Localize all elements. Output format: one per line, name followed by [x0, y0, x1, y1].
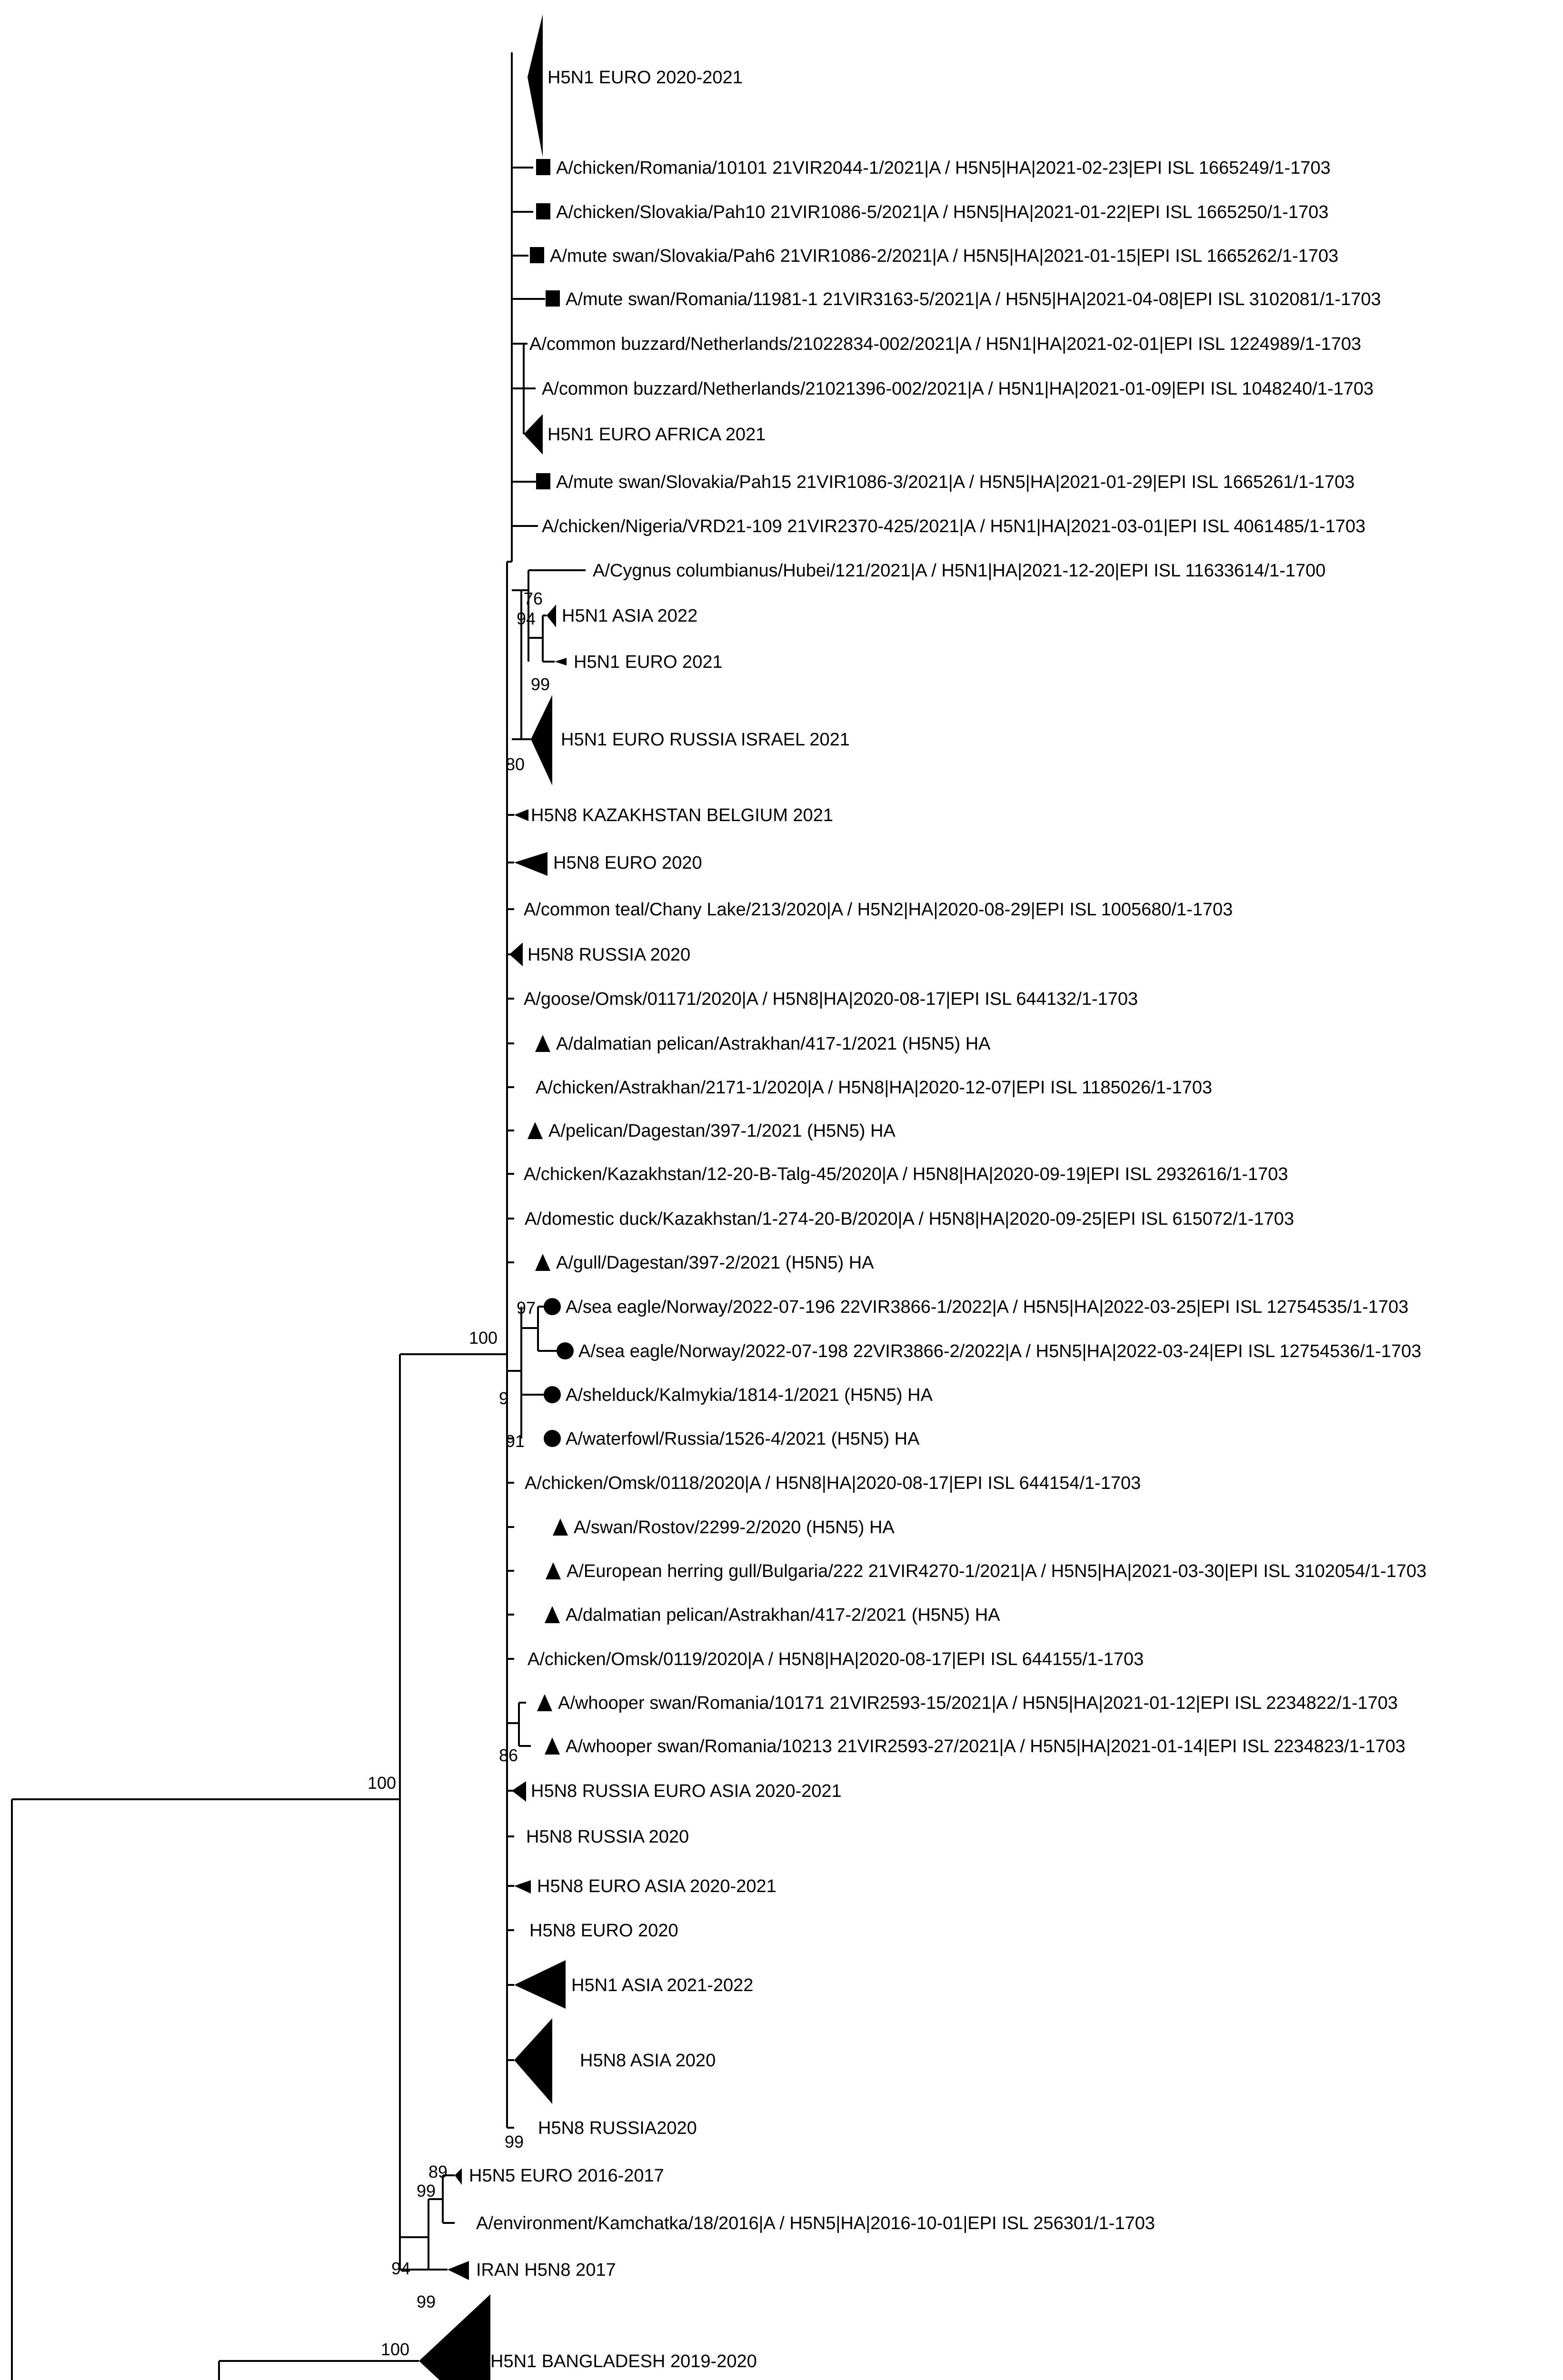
h5n5-second-generation-square: [546, 290, 560, 307]
taxon-label: A/chicken/Omsk/0119/2020|A / H5N8|HA|2020-08-17|EPI ISL 644155/1-1703: [528, 1649, 1144, 1669]
collapsed-clade-triangle: [455, 2168, 462, 2185]
collapsed-clade-triangle: [528, 14, 543, 157]
h5n5-second-generation-square: [536, 203, 550, 219]
taxon-label: A/domestic duck/Kazakhstan/1-274-20-B/2020|A / H5N8|HA|2020-09-25|EPI ISL 615072/1-1703: [525, 1209, 1294, 1229]
h5n5-deletion-na-circle: [557, 1342, 574, 1359]
clade-label: H5N8 RUSSIA EURO ASIA 2020-2021: [531, 1781, 842, 1801]
bootstrap-value: 99: [417, 2181, 436, 2201]
taxon-label: A/European herring gull/Bulgaria/222 21VIR4270-1/2021|A / H5N5|HA|2021-03-30|EPI ISL 3102054/1-1703: [567, 1561, 1427, 1581]
h5n5-deletion-na-circle: [544, 1386, 561, 1403]
clade-label: H5N1 BANGLADESH 2019-2020: [490, 2351, 757, 2371]
bootstrap-value: 97: [517, 1298, 536, 1318]
h5n5-second-generation-square: [536, 159, 550, 175]
clade-label: H5N8 EURO ASIA 2020-2021: [537, 1876, 777, 1896]
h5n5-deletion-na-circle: [544, 1298, 561, 1315]
bootstrap-value: 76: [524, 589, 543, 608]
clade-label: H5N8 RUSSIA 2020: [526, 1827, 689, 1847]
bootstrap-value: 9: [499, 1388, 509, 1408]
collapsed-clade-triangle: [509, 942, 523, 966]
collapsed-clade-triangle: [555, 658, 567, 665]
collapsed-clade-triangle: [524, 414, 543, 455]
h5n5-deletion-na-circle: [544, 1430, 561, 1447]
h5n5-first-generation-triangle: [545, 1606, 560, 1623]
h5n5-first-generation-triangle: [535, 1035, 550, 1052]
bootstrap-value: 99: [531, 674, 550, 694]
taxon-label: A/mute swan/Romania/11981-1 21VIR3163-5/2021|A / H5N5|HA|2021-04-08|EPI ISL 3102081/1-1703: [566, 289, 1381, 309]
taxon-label: A/pelican/Dagestan/397-1/2021 (H5N5) HA: [548, 1121, 896, 1141]
h5n5-first-generation-triangle: [535, 1254, 550, 1271]
clade-label: IRAN H5N8 2017: [476, 2260, 616, 2280]
clade-label: H5N1 EURO 2021: [574, 652, 723, 672]
collapsed-clade-triangle: [514, 809, 528, 821]
taxon-label: A/chicken/Kazakhstan/12-20-B-Talg-45/2020|A / H5N8|HA|2020-09-19|EPI ISL 2932616/1-1703: [524, 1164, 1288, 1184]
bootstrap-value: 100: [469, 1328, 498, 1348]
collapsed-clade-triangle: [514, 1960, 566, 2009]
taxon-label: A/common teal/Chany Lake/213/2020|A / H5N2|HA|2020-08-29|EPI ISL 1005680/1-1703: [524, 900, 1233, 920]
taxon-label: A/whooper swan/Romania/10213 21VIR2593-27/2021|A / H5N5|HA|2021-01-14|EPI ISL 2234823/1-1703: [566, 1736, 1406, 1756]
taxon-label: A/common buzzard/Netherlands/21022834-002/2021|A / H5N1|HA|2021-02-01|EPI ISL 1224989/1-1703: [529, 334, 1362, 354]
h5n5-first-generation-triangle: [553, 1518, 568, 1536]
taxon-label: A/gull/Dagestan/397-2/2021 (H5N5) HA: [556, 1253, 874, 1273]
taxon-label: A/mute swan/Slovakia/Pah6 21VIR1086-2/2021|A / H5N5|HA|2021-01-15|EPI ISL 1665262/1-1703: [550, 246, 1339, 266]
taxon-label: A/chicken/Slovakia/Pah10 21VIR1086-5/2021|A / H5N5|HA|2021-01-22|EPI ISL 1665250/1-1703: [556, 202, 1329, 222]
bootstrap-value: 94: [391, 2259, 411, 2278]
collapsed-clade-triangle: [514, 1880, 531, 1894]
h5n5-first-generation-triangle: [545, 1737, 560, 1755]
clade-label: H5N1 EURO 2020-2021: [548, 68, 743, 88]
taxon-label: A/dalmatian pelican/Astrakhan/417-1/2021 (H5N5) HA: [556, 1034, 991, 1054]
clade-label: H5N5 EURO 2016-2017: [469, 2166, 664, 2186]
collapsed-clade-triangle: [514, 2018, 552, 2104]
collapsed-clades: [291, 14, 567, 2380]
bootstrap-value: 91: [506, 1431, 525, 1451]
collapsed-clade-triangle: [514, 852, 548, 876]
bootstrap-value: 94: [517, 609, 536, 628]
collapsed-clade-triangle: [512, 1781, 526, 1802]
taxon-label: A/shelduck/Kalmykia/1814-1/2021 (H5N5) HA: [566, 1385, 933, 1405]
taxon-label: A/swan/Rostov/2299-2/2020 (H5N5) HA: [574, 1517, 895, 1537]
taxon-label: A/chicken/Romania/10101 21VIR2044-1/2021|A / H5N5|HA|2021-02-23|EPI ISL 1665249/1-1703: [556, 158, 1331, 178]
h5n5-first-generation-triangle: [537, 1694, 552, 1711]
taxon-label: A/goose/Omsk/01171/2020|A / H5N8|HA|2020-08-17|EPI ISL 644132/1-1703: [524, 989, 1138, 1009]
collapsed-clade-triangle: [448, 2261, 469, 2280]
clade-label: H5N8 EURO 2020: [553, 853, 702, 873]
bootstrap-value: 100: [368, 1773, 397, 1793]
clade-label: H5N8 ASIA 2020: [580, 2051, 716, 2071]
taxon-label: A/whooper swan/Romania/10171 21VIR2593-15/2021|A / H5N5|HA|2021-01-12|EPI ISL 2234822/1-1703: [558, 1693, 1398, 1713]
bootstrap-value: 86: [499, 1745, 518, 1765]
taxon-label: A/sea eagle/Norway/2022-07-196 22VIR3866-1/2022|A / H5N5|HA|2022-03-25|EPI ISL 12754535/1-1703: [566, 1297, 1409, 1317]
clade-label: H5N8 EURO 2020: [529, 1921, 678, 1941]
clade-label: H5N8 RUSSIA 2020: [528, 945, 691, 965]
tree-branches: [12, 52, 586, 2380]
clade-label: H5N1 EURO RUSSIA ISRAEL 2021: [561, 730, 850, 750]
taxon-label: A/environment/Kamchatka/18/2016|A / H5N5|HA|2016-10-01|EPI ISL 256301/1-1703: [476, 2213, 1155, 2233]
taxon-label: A/chicken/Astrakhan/2171-1/2020|A / H5N8|HA|2020-12-07|EPI ISL 1185026/1-1703: [536, 1078, 1213, 1098]
h5n5-second-generation-square: [530, 247, 544, 263]
bootstrap-value: 80: [506, 754, 525, 774]
clade-label: H5N1 ASIA 2021-2022: [571, 1975, 754, 1995]
taxon-label: A/dalmatian pelican/Astrakhan/417-2/2021 (H5N5) HA: [566, 1605, 1000, 1625]
taxon-label: A/common buzzard/Netherlands/21021396-002/2021|A / H5N1|HA|2021-01-09|EPI ISL 1048240/1-1703: [542, 379, 1374, 399]
h5n5-first-generation-triangle: [546, 1562, 561, 1579]
bootstrap-value: 99: [505, 2132, 524, 2152]
bootstrap-value: 99: [417, 2292, 436, 2311]
clade-label: H5N1 EURO AFRICA 2021: [548, 425, 766, 445]
bootstrap-values: [255, 589, 550, 2380]
taxon-label: A/waterfowl/Russia/1526-4/2021 (H5N5) HA: [566, 1429, 920, 1449]
bootstrap-value: 100: [381, 2340, 410, 2359]
taxon-label: A/Cygnus columbianus/Hubei/121/2021|A / H5N1|HA|2021-12-20|EPI ISL 11633614/1-1700: [593, 561, 1326, 581]
collapsed-clade-triangle: [531, 695, 552, 785]
leaf-labels: [467, 68, 1426, 2380]
collapsed-clade-triangle: [547, 605, 556, 627]
taxon-label: A/sea eagle/Norway/2022-07-198 22VIR3866-2/2022|A / H5N5|HA|2022-03-24|EPI ISL 12754536/1-1703: [578, 1341, 1422, 1361]
h5n5-first-generation-triangle: [528, 1122, 543, 1139]
clade-label: H5N8 RUSSIA2020: [538, 2118, 697, 2138]
taxon-label: A/chicken/Omsk/0118/2020|A / H5N8|HA|2020-08-17|EPI ISL 644154/1-1703: [525, 1473, 1141, 1493]
clade-label: H5N1 ASIA 2022: [562, 606, 698, 626]
h5n5-second-generation-square: [536, 473, 550, 489]
taxon-label: A/chicken/Nigeria/VRD21-109 21VIR2370-425/2021|A / H5N1|HA|2021-03-01|EPI ISL 4061485/1-1703: [542, 516, 1366, 536]
clade-label: H5N8 KAZAKHSTAN BELGIUM 2021: [531, 805, 833, 825]
taxon-label: A/mute swan/Slovakia/Pah15 21VIR1086-3/2021|A / H5N5|HA|2021-01-29|EPI ISL 1665261/1-1703: [556, 472, 1355, 492]
bootstrap-value: 89: [428, 2162, 448, 2182]
